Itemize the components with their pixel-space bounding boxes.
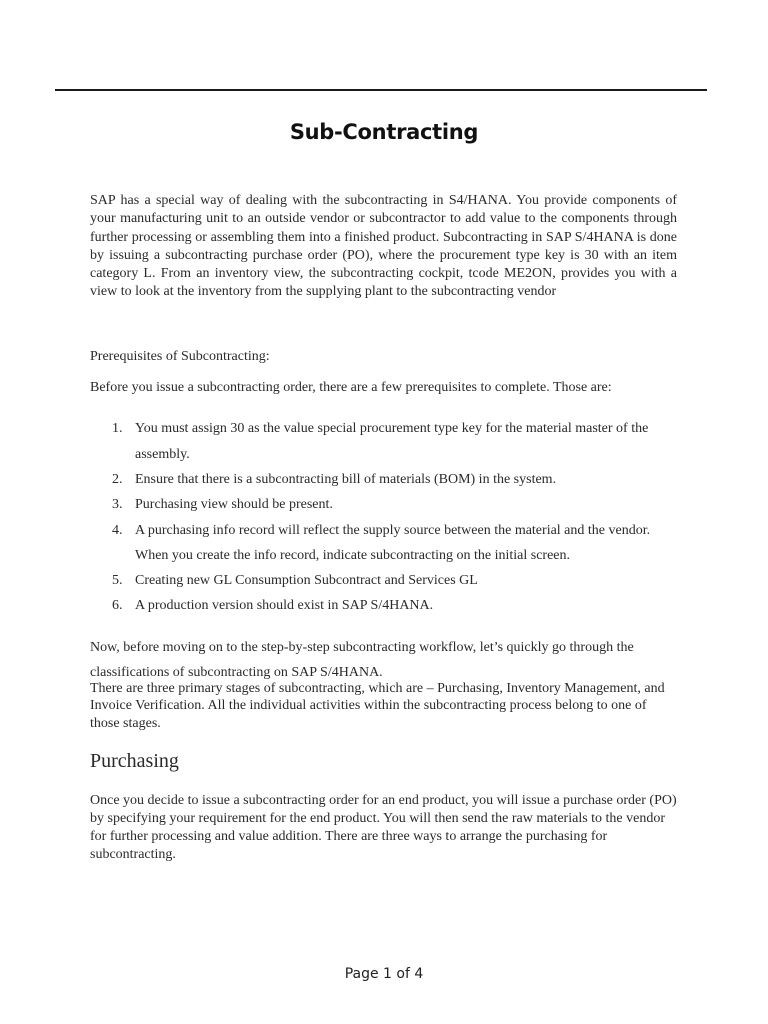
list-item-number: 1. xyxy=(112,421,123,437)
list-item-text: A production version should exist in SAP S/4HANA. xyxy=(135,598,434,614)
intro-paragraph: SAP has a special way of dealing with the subcontracting in S4/HANA. You provide components of your manufacturing unit to an outside vendor or subcontractor to add value to the components through further processing or assembling them into a finished product. Subcontracting in SAP S/4HANA is done by issuing a subcontracting purchase order (PO), where the procurement type key is 30 with an item category L. From an inventory view, the subcontracting cockpit, tcode ME2ON, provides you with a view to look at the inventory from the supplying plant to the subcontracting vendor xyxy=(90,193,677,300)
list-item xyxy=(90,593,677,618)
list-item-number: 3. xyxy=(112,497,123,513)
purchasing-heading: Purchasing xyxy=(90,749,179,772)
list-item-text: Creating new GL Consumption Subcontract and Services GL xyxy=(135,573,478,589)
purchasing-paragraph: Once you decide to issue a subcontracting order for an end product, you will issue a purchase order (PO) by specifying your requirement for the end product. You will then send the raw materials to the vendor for further processing and value addition. There are three ways to arrange the purchasing for subcontracting. xyxy=(90,792,677,862)
list-item-text: Purchasing view should be present. xyxy=(135,497,333,513)
list-item-number: 4. xyxy=(112,522,123,538)
document-body xyxy=(90,192,677,864)
list-item-number: 5. xyxy=(112,573,123,589)
page-number: Page 1 of 4 xyxy=(344,966,424,982)
list-item xyxy=(90,467,677,492)
list-item-number: 2. xyxy=(112,471,123,487)
document-title: Sub-Contracting xyxy=(289,120,479,144)
list-item-text: A purchasing info record will reflect the supply source between the material and the vendor. When you create the info record, indicate subcontracting on the initial screen. xyxy=(135,522,651,563)
stages-paragraph: There are three primary stages of subcontracting, which are – Purchasing, Inventory Management, and Invoice Verification. All the individual activities within the subcontracting process belong to one of those stages. xyxy=(90,680,665,731)
list-item-number: 6. xyxy=(112,598,123,614)
list-item xyxy=(90,416,677,467)
prerequisites-intro: Before you issue a subcontracting order, there are a few prerequisites to complete. Those are: xyxy=(90,380,612,396)
list-item-text: Ensure that there is a subcontracting bill of materials (BOM) in the system. xyxy=(135,471,557,487)
prerequisites-heading: Prerequisites of Subcontracting: xyxy=(90,348,270,364)
list-item xyxy=(90,492,677,517)
list-item xyxy=(90,518,677,569)
transition-paragraph: Now, before moving on to the step-by-step subcontracting workflow, let’s quickly go through the classifications of subcontracting on SAP S/4HANA. xyxy=(90,639,634,681)
list-item-text: You must assign 30 as the value special procurement type key for the material master of the assembly. xyxy=(135,421,649,462)
list-item xyxy=(90,568,677,593)
prerequisites-list xyxy=(90,416,677,618)
header-divider xyxy=(55,89,707,91)
